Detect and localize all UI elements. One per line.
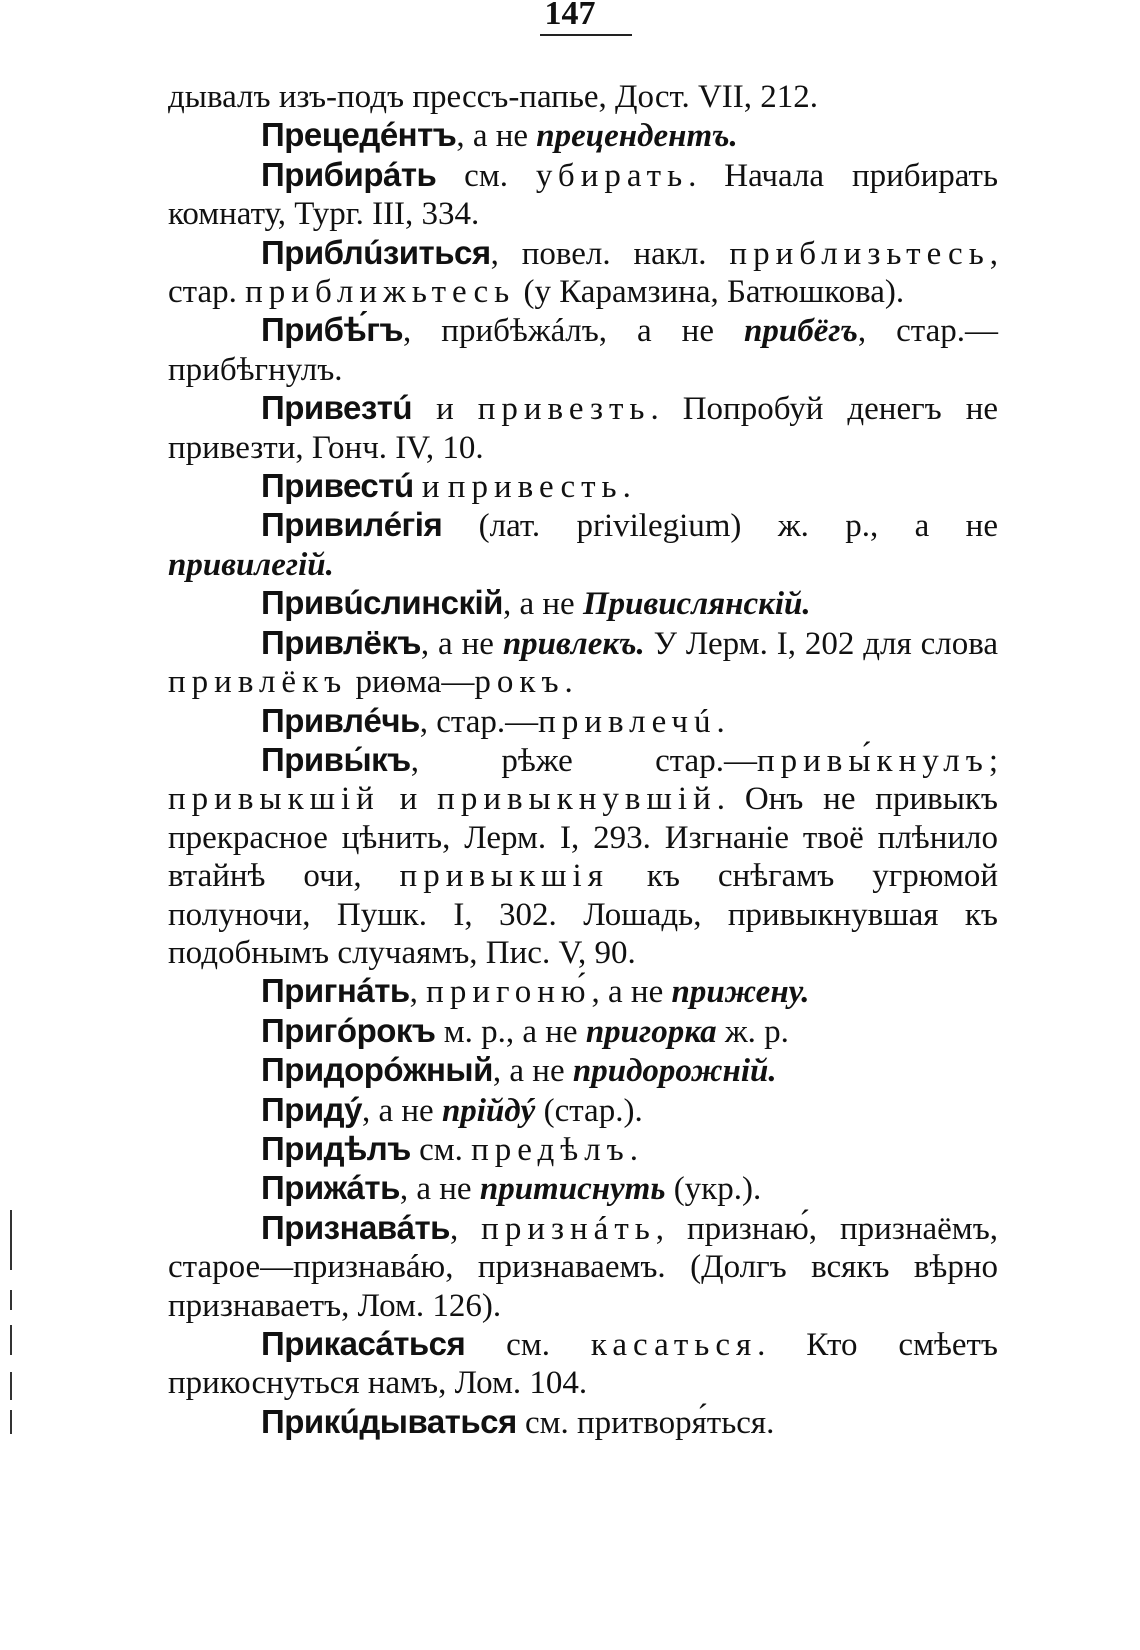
- spaced-form: привлёкъ: [168, 664, 348, 701]
- entry-text: , а не: [492, 1053, 573, 1090]
- dictionary-entry: [168, 1051, 998, 1090]
- spaced-form: рокъ: [474, 664, 565, 701]
- italic-variant: притиснуть: [479, 1171, 666, 1208]
- entry-text: , а не: [399, 1171, 480, 1208]
- entry-text: , повел. накл.: [490, 235, 730, 272]
- entry-text: и: [413, 469, 448, 506]
- italic-variant: Привислянскій.: [582, 586, 811, 623]
- headword: Признавáть: [261, 1208, 450, 1246]
- entry-text: , признаю́, признаёмъ, старое—признавáю, признаваемъ. (Долгъ всякъ вѣрно признаваетъ, Лом. 126).: [168, 1210, 999, 1324]
- entry-text: и: [379, 781, 438, 818]
- spaced-form: привы́кнулъ: [756, 742, 989, 779]
- headword: Придý: [261, 1090, 362, 1128]
- entry-text: , а не: [420, 625, 503, 662]
- headword: Привестú: [261, 467, 414, 505]
- entry-text: .: [629, 1131, 638, 1168]
- dictionary-entry: [168, 116, 998, 155]
- italic-variant: прецендентъ.: [536, 118, 738, 155]
- dictionary-entry: [168, 972, 998, 1011]
- entry-text: . Попробуй денегъ не привезти, Гонч. IV, 10.: [168, 391, 998, 466]
- dictionary-entry: [168, 234, 998, 312]
- entry-text: .: [622, 469, 631, 506]
- spaced-form: предѣлъ: [471, 1131, 630, 1168]
- dictionary-entry: [168, 311, 998, 389]
- entry-text: , прибѣжáлъ, а не: [403, 313, 744, 350]
- headword: Привы́къ: [261, 740, 411, 778]
- entry-text: ж. р.: [716, 1013, 789, 1050]
- margin-mark: [10, 1325, 12, 1355]
- spaced-form: убирать: [535, 157, 689, 194]
- entry-text: ,: [449, 1210, 482, 1247]
- entry-text: (укр.).: [665, 1171, 762, 1208]
- entry-text: см.: [410, 1131, 472, 1168]
- entry-text: У Лерм. I, 202 для слова: [644, 625, 998, 662]
- entry-text: , рѣже стар.—: [410, 742, 757, 779]
- dictionary-entry: [168, 1091, 998, 1130]
- headword: Прибѣ́гъ: [261, 311, 404, 349]
- headword: Прижáть: [261, 1169, 400, 1207]
- entry-text: (стар.).: [535, 1092, 643, 1129]
- dictionary-entry: [168, 1325, 998, 1403]
- margin-mark: [10, 1210, 12, 1270]
- entry-text: ;: [988, 742, 998, 779]
- entry-text: (у Карамзина, Батюшкова).: [515, 274, 905, 311]
- entry-text: дывалъ изъ-подъ прессъ-папье, Дост. VII, 212.: [168, 79, 819, 115]
- italic-variant: прижену.: [671, 974, 810, 1011]
- headword: Прикúдываться: [261, 1402, 517, 1440]
- spaced-form: касаться: [590, 1327, 758, 1363]
- spaced-form: признáть: [481, 1210, 656, 1247]
- headword: Придорóжный: [261, 1051, 493, 1089]
- headword: Привезтú: [261, 389, 413, 427]
- entry-text: . Онъ не привыкъ прекрасное цѣнить, Лерм. I, 293. Изгнаніе твоё плѣнило втайнѣ очи,: [168, 781, 998, 895]
- dictionary-entry: [168, 702, 998, 741]
- spaced-form: пригоню́: [426, 974, 592, 1011]
- headword: Прецедéнтъ: [261, 116, 457, 154]
- spaced-form: приближьтесь: [245, 274, 516, 311]
- entry-text: ,: [409, 974, 427, 1011]
- dictionary-entry: [168, 467, 998, 506]
- dictionary-entry: [168, 1403, 998, 1442]
- spaced-form: приблизьтесь: [729, 235, 990, 272]
- dictionary-entry: [168, 1209, 998, 1325]
- entry-text: . Кто смѣетъ прикоснуться намъ, Лом. 104.: [168, 1327, 998, 1402]
- italic-variant: придорожній.: [572, 1053, 777, 1090]
- entry-text: см.: [465, 1327, 591, 1363]
- spaced-form: привесть: [447, 469, 623, 506]
- italic-variant: привилегій.: [168, 546, 334, 583]
- entry-text: (лат. privilegium) ж. р., а не: [442, 508, 998, 545]
- margin-mark: [10, 1372, 12, 1400]
- entry-text: , а не: [502, 586, 583, 623]
- dictionary-entry: [168, 78, 998, 116]
- spaced-form: привезть: [477, 391, 651, 428]
- entry-text: .: [564, 664, 573, 701]
- entry-text: м. р., а не: [435, 1013, 586, 1050]
- entry-text: , а не: [591, 974, 672, 1011]
- italic-variant: пригорка: [585, 1013, 717, 1050]
- italic-variant: прибёгъ: [743, 313, 858, 350]
- italic-variant: привлекъ.: [502, 625, 645, 662]
- entry-text: , стар.—: [419, 703, 539, 740]
- entry-text: .: [716, 703, 725, 740]
- spaced-form: привыкшій: [168, 781, 380, 818]
- entry-text: риөма—: [347, 664, 475, 701]
- dictionary-entry: [168, 1012, 998, 1051]
- headword: Привлёкъ: [261, 623, 421, 661]
- spaced-form: привыкнувшій: [437, 781, 717, 818]
- entry-text: и: [412, 391, 478, 428]
- entry-text: , стар.: [168, 235, 998, 311]
- headword: Привúслинскій: [261, 584, 503, 622]
- headword: Приблúзиться: [261, 233, 491, 271]
- margin-mark: [10, 1410, 12, 1434]
- headword: Пригнáть: [261, 972, 410, 1010]
- dictionary-entry: [168, 1130, 998, 1169]
- page-number-rule: [540, 34, 632, 36]
- dictionary-entry: [168, 506, 998, 584]
- entry-text: , а не: [456, 118, 537, 155]
- headword: Прикасáться: [261, 1325, 466, 1362]
- dictionary-entry: [168, 156, 998, 234]
- dictionary-entry: [168, 624, 998, 702]
- entry-text: , а не: [361, 1092, 442, 1129]
- headword: Пригóрокъ: [261, 1011, 436, 1049]
- spaced-form: привыкшія: [399, 858, 609, 895]
- dictionary-entry: [168, 389, 998, 467]
- dictionary-entry: [168, 584, 998, 623]
- margin-mark: [10, 1290, 12, 1310]
- entry-text: см. притворя́ться.: [516, 1404, 775, 1441]
- dictionary-text: [168, 78, 998, 1442]
- italic-variant: прійдý: [441, 1092, 536, 1129]
- headword: Привилéгія: [261, 506, 443, 544]
- headword: Привлéчь: [261, 701, 420, 739]
- entry-text: къ снѣгамъ угрюмой полуночи, Пушк. I, 302. Лошадь, привыкнувшая къ подобнымъ случаямъ, Пис. V, 90.: [168, 858, 999, 971]
- entry-text: , стар.— прибѣгнулъ.: [168, 313, 998, 388]
- entry-text: . Начала прибирать комнату, Тург. III, 334.: [168, 157, 999, 233]
- dictionary-entry: [168, 1169, 998, 1208]
- dictionary-entry: [168, 741, 998, 972]
- page-number: 147: [544, 0, 596, 32]
- headword: Придѣлъ: [261, 1129, 411, 1167]
- spaced-form: привлечú: [538, 703, 717, 740]
- headword: Прибирáть: [261, 155, 437, 193]
- entry-text: см.: [436, 157, 536, 194]
